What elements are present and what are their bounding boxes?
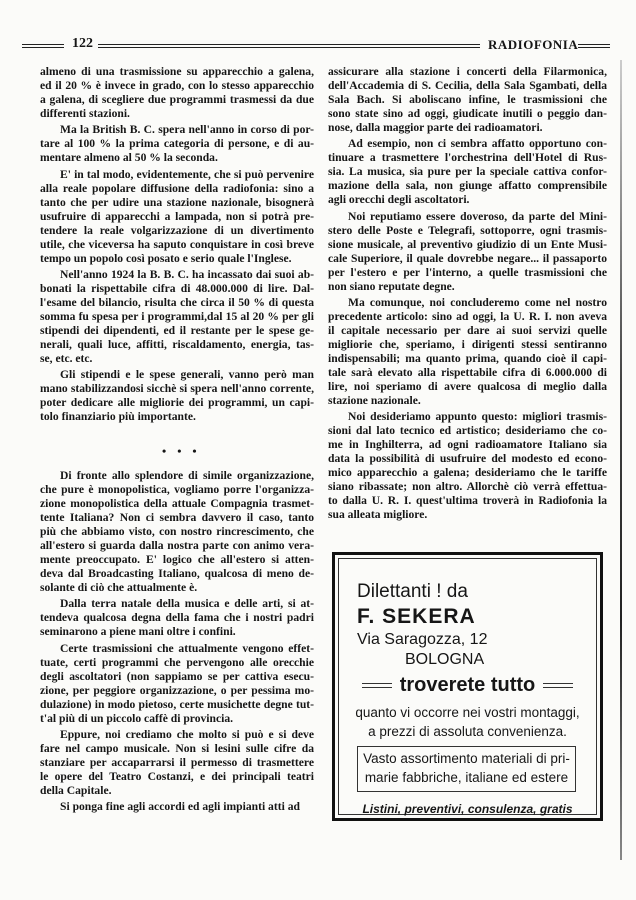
ad-body-line-2: a prezzi di assoluta convenienza. xyxy=(368,724,567,739)
text-line: differenti stazioni. xyxy=(40,107,130,120)
text-line: stazione nazionale. xyxy=(328,393,421,407)
text-line: tolo finanziario più importante. xyxy=(40,410,196,424)
paragraph xyxy=(40,123,314,165)
text-line: bonati la rispettabile cifra di 48.000.000 di lire. Dal- xyxy=(40,281,314,295)
text-line: mano stabilizzandosi sicchè si spera nell'anno corrente, xyxy=(40,382,314,396)
text-line: seminarono a piene mani oltre i confini. xyxy=(40,625,236,639)
text-line: tinuare a trasmettere l'orchestrina dell'Hotel di Rus- xyxy=(328,151,607,165)
text-line: fare nel campo musicale. Non si lesini sulle cifre da xyxy=(40,741,314,755)
text-line: lire, noi speriamo di avere qualcosa di meglio dalla xyxy=(328,379,607,393)
text-line: me in Inghilterra, ad ogni radioamatore Italiano sia xyxy=(328,438,607,452)
text-line: tanto che per udire una stazione nazionale, bisognerà xyxy=(40,195,314,209)
left-column-top xyxy=(40,65,314,424)
text-line: dell'Accademia di S. Cecilia, della Sala Sgambati, della xyxy=(328,79,607,92)
ad-company: F. SEKERA xyxy=(357,605,476,628)
ad-city: BOLOGNA xyxy=(405,651,485,668)
page-number: 122 xyxy=(72,36,93,51)
paragraph xyxy=(40,168,314,266)
ad-box-line-2: marie fabbriche, italiane ed estere xyxy=(364,770,569,785)
text-line: per l'estero e per l'interno, a quelle trasmissioni che xyxy=(328,265,607,279)
paragraph xyxy=(40,368,314,424)
text-line: data la possibilità di usufruire del modesto ed econo- xyxy=(328,452,607,466)
text-line: Ma comunque, noi concluderemo come nel nostro xyxy=(348,295,607,309)
text-line: tempo un popolo così posato e serio quale l'Inglese. xyxy=(40,251,292,265)
paragraph xyxy=(40,728,314,798)
text-line: tuate, certi programmi che pervengono alle orecchie xyxy=(40,655,314,669)
ad-assortment-box xyxy=(357,746,576,792)
text-line: degli ascoltatori (non sappiamo se per cattiva esecu- xyxy=(40,669,314,683)
text-line: più che abbiamo visto, con nostro rincrescimento, che xyxy=(40,525,314,538)
advertisement-inner-frame xyxy=(338,558,597,815)
text-line: precedente articolo: sino ad oggi, la U. R. I. non aveva xyxy=(328,309,607,323)
text-line: agli orecchi degli ascoltatori. xyxy=(328,193,470,207)
paragraph xyxy=(328,137,607,207)
text-line: mente preoccupato. E' logico che all'estero si atten- xyxy=(40,553,314,566)
text-line: se, etc. etc. xyxy=(40,351,93,365)
text-line: Certe trasmissioni che attualmente vengono effet- xyxy=(60,641,314,655)
text-line: E' in tal modo, evidentemente, che si può pervenire xyxy=(60,167,314,181)
text-line: tendere la reale volgarizzazione di un divertimento xyxy=(40,223,314,237)
text-line: migliorie che, speriamo, i dirigenti stessi sentiranno xyxy=(328,337,607,351)
text-line: all'estero si guarda dalla nostra parte con animo vera- xyxy=(40,539,314,552)
text-line: siano ribassate; non altro. Allorchè ciò verrà effettua- xyxy=(328,480,607,494)
text-line: to dalla U. R. I. quest'ultima troverà in Radiofonia la xyxy=(328,494,607,508)
text-line: Gli stipendi e le spese generali, vanno però man xyxy=(60,368,314,382)
text-line: tente Italiana? Non ci sembra davvero il caso, tanto xyxy=(40,511,314,524)
ad-greeting: Dilettanti ! da xyxy=(357,581,468,602)
journal-title: RADIOFONIA xyxy=(488,37,579,52)
advertisement xyxy=(332,552,603,821)
text-line: della Capitale. xyxy=(40,783,112,797)
text-line: zione, per peggiore organizzazione, o per pessima mo- xyxy=(40,683,314,697)
text-line: Nell'anno 1924 la B. B. C. ha incassato dai suoi ab- xyxy=(60,267,314,281)
text-line: a galena, di scegliere due programmi trasmessi da due xyxy=(40,93,314,106)
ad-headline: troverete tutto xyxy=(399,674,536,696)
text-line: Dalla terra natale della musica e delle arti, si at- xyxy=(60,597,314,611)
paragraph xyxy=(328,410,607,522)
ad-body-line-1: quanto vi occorre nei vostri montaggi, xyxy=(355,705,580,720)
paragraph xyxy=(328,65,607,135)
text-line: somma fu spesa per i programmi,dal 15 al 20 % per gli xyxy=(40,309,314,323)
section-break: • • • xyxy=(162,444,201,458)
ad-rule-right xyxy=(543,683,573,688)
text-line: solante di ciò che attualmente è. xyxy=(40,581,198,594)
text-line: assicurare alla stazione i concerti della Filarmonica, xyxy=(328,65,607,78)
paragraph xyxy=(40,597,314,639)
text-line: mico apparecchio a galena; desideriamo che le tariffe xyxy=(328,466,607,480)
text-line: il capitale necessario per dare ai suoi servizi quelle xyxy=(328,323,607,337)
text-line: l'esame del bilancio, risulta che circa il 50 % di questa xyxy=(40,295,314,309)
text-line: Sala Bach. Si aboliscano infine, le trasmissioni che xyxy=(328,93,607,106)
right-column xyxy=(328,65,607,522)
header-rule-left xyxy=(22,44,64,48)
text-line: che pure è monopolistica, vogliamo porre l'organizza- xyxy=(40,483,314,496)
text-line: sioni dal lato tecnico ed artistico; desideriamo che co- xyxy=(328,424,607,438)
paragraph xyxy=(40,469,314,595)
text-line: Eppure, noi crediamo che molto si può e si deve xyxy=(60,727,314,741)
text-line: sione musicale, al preventivo giudizio di un Ente Musi- xyxy=(328,237,607,251)
text-line: le opere del Teatro Costanzi, e dei principali teatri xyxy=(40,769,314,783)
text-line: Si ponga fine agli accordi ed agli impianti atti ad xyxy=(60,800,300,814)
text-line: poter dedicare alle migliorie dei programmi, un capi- xyxy=(40,396,314,410)
text-line: alla reale popolare diffusione della radiofonia: sino a xyxy=(40,181,314,195)
text-line: Di fronte allo splendore di simile organizzazione, xyxy=(60,469,314,482)
header-rule-right xyxy=(578,44,610,48)
text-line: Noi reputiamo essere doveroso, da parte del Mini- xyxy=(348,209,607,223)
text-line: mentare almeno al 50 % la seconda. xyxy=(40,151,218,165)
text-line: usufruire di apparecchi a lampada, non si potrà pre- xyxy=(40,209,314,223)
text-line: sono state sino ad oggi, giudicate inutili o peggio dan- xyxy=(328,107,607,120)
ad-headline-row xyxy=(339,674,596,697)
text-line: tale sarà elevato alla rispettabile cifra di 6.000.000 di xyxy=(328,365,607,379)
page-edge-shadow xyxy=(620,60,622,860)
ad-address: Via Saragozza, 12 xyxy=(357,631,488,648)
text-line: indispensabili; ma quanto prima, quando cioè il capi- xyxy=(328,351,607,365)
paragraph xyxy=(40,65,314,121)
text-line: utile, che viceversa ha saputo conquistare in così breve xyxy=(40,237,314,251)
text-line: t'al più di un piccolo caffè di provincia. xyxy=(40,711,234,725)
paragraph xyxy=(40,642,314,726)
text-line: tare al 100 % la prima categoria di persone, e di au- xyxy=(40,137,314,151)
text-line: non siano reputate degne. xyxy=(328,279,455,293)
text-line: nose, dalla maggior parte dei radioamatori. xyxy=(328,121,543,134)
text-line: Noi desideriamo appunto questo: migliori trasmis- xyxy=(348,410,607,424)
text-line: nerali, quali luce, affitti, riscaldamento, energia, tas- xyxy=(40,337,314,351)
text-line: Ad esempio, non ci sembra affatto opportuno con- xyxy=(348,137,607,151)
text-line: deva dal Broadcasting Italiano, qualcosa di meno de- xyxy=(40,567,314,580)
left-column-bottom xyxy=(40,469,314,814)
text-line: ed il 20 % è invece in grado, con lo stesso apparecchio xyxy=(40,79,314,92)
text-line: mazione della sala, non giunge affatto comprensibile xyxy=(328,179,607,193)
text-line: cale Superiore, il quale dovrebbe negare... il passaporto xyxy=(328,251,607,265)
text-line: sua alleata migliore. xyxy=(328,508,428,522)
header-rule-middle xyxy=(98,44,480,48)
paragraph xyxy=(328,210,607,294)
text-line: stanziare per accaparrarsi il permesso di trasmettere xyxy=(40,755,314,769)
text-line: tendeva qualcosa degna della fama che i nostri padri xyxy=(40,611,314,625)
text-line: stero delle Poste e Telegrafi, sottoporre, ogni trasmis- xyxy=(328,223,607,237)
ad-footer: Listini, preventivi, consulenza, gratis xyxy=(362,802,573,816)
text-line: almeno di una trasmissione su apparecchio a galena, xyxy=(40,65,314,78)
paragraph xyxy=(40,268,314,366)
text-line: stipendi dei dipendenti, ed il restante per le spese ge- xyxy=(40,323,314,337)
ad-box-line-1: Vasto assortimento materiali di pri- xyxy=(363,751,570,766)
paragraph xyxy=(40,800,314,814)
text-line: Ma la British B. C. spera nell'anno in corso di por- xyxy=(60,123,314,137)
text-line: dulazione) in modo pietoso, certe musichette degne tut- xyxy=(40,697,314,711)
ad-rule-left xyxy=(362,683,392,688)
paragraph xyxy=(328,296,607,408)
text-line: sia. La musica, sia pure per la speciale cattiva confor- xyxy=(328,165,607,179)
text-line: zione monopolistica della attuale Compagnia trasmet- xyxy=(40,497,314,510)
